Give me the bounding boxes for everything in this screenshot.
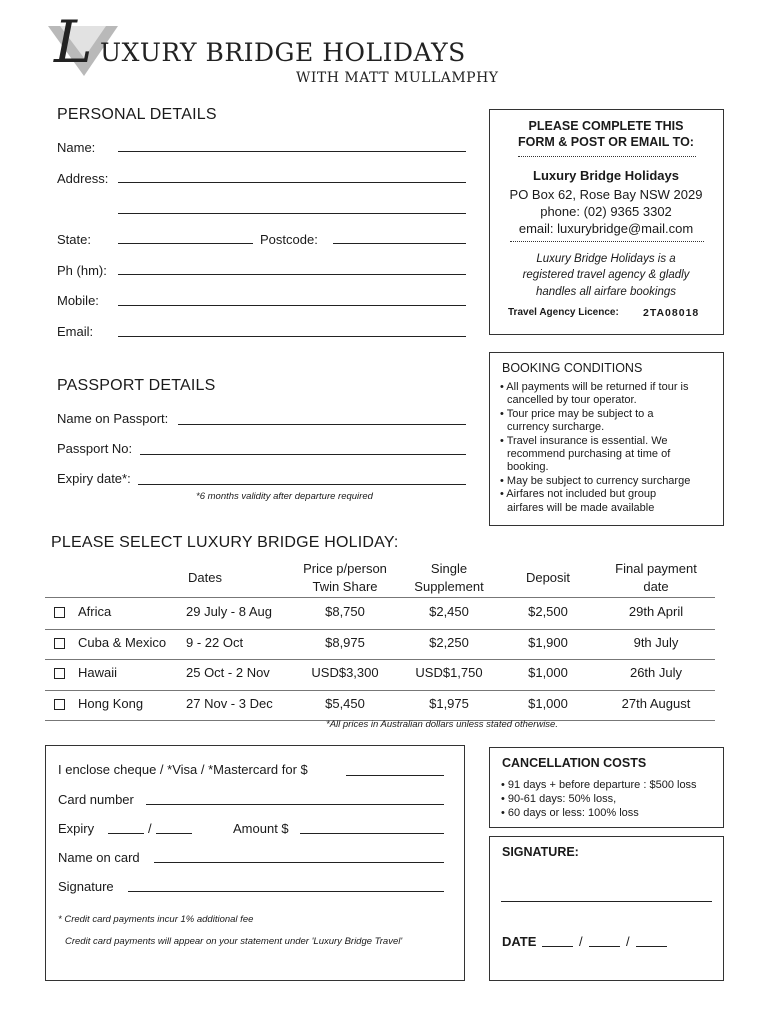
contact-email: email: luxurybridge@mail.com xyxy=(518,221,694,236)
booking-condition-line: • Tour price may be subject to a xyxy=(500,407,654,420)
booking-condition-line: currency surcharge. xyxy=(507,421,605,434)
signature-field[interactable] xyxy=(501,901,712,902)
booking-condition-line: • All payments will be returned if tour is xyxy=(500,381,689,393)
personal-details-title: PERSONAL DETAILS xyxy=(57,106,217,123)
contact-note-line2: registered travel agency & gladly xyxy=(522,269,690,281)
cancellation-title: CANCELLATION COSTS xyxy=(502,756,647,770)
dotted-divider xyxy=(510,241,704,242)
header-final-line1: Final payment xyxy=(615,561,697,576)
holiday-deposit: $1,000 xyxy=(528,665,568,680)
holiday-destination: Hong Kong xyxy=(78,695,144,711)
holiday-single-supplement: USD$1,750 xyxy=(415,665,483,680)
email-label: Email: xyxy=(57,324,94,339)
licence-number: 2TA08018 xyxy=(643,307,700,319)
holiday-checkbox[interactable] xyxy=(54,607,65,618)
header-final-line2: date xyxy=(643,579,669,594)
state-label: State: xyxy=(57,232,91,247)
contact-company: Luxury Bridge Holidays xyxy=(533,168,679,183)
holiday-dates: 29 July - 8 Aug xyxy=(186,604,272,619)
date-label: DATE xyxy=(502,934,537,949)
contact-phone: phone: (02) 9365 3302 xyxy=(540,204,672,219)
expiry-slash: / xyxy=(148,821,152,836)
header-dates: Dates xyxy=(188,570,222,585)
address-field-line2[interactable] xyxy=(118,213,466,214)
passport-number-field[interactable] xyxy=(140,454,466,455)
date-slash: / xyxy=(579,934,583,949)
holiday-deposit: $1,000 xyxy=(528,695,568,711)
holiday-destination: Hawaii xyxy=(78,665,118,680)
holiday-price: $8,975 xyxy=(325,634,365,650)
holiday-destination: Africa xyxy=(78,604,112,619)
header-deposit: Deposit xyxy=(525,570,571,585)
holiday-checkbox[interactable] xyxy=(54,638,65,649)
date-month-field[interactable] xyxy=(589,946,620,947)
booking-condition-line: • May be subject to currency surcharge xyxy=(500,474,691,487)
holiday-deposit: $2,500 xyxy=(528,604,568,619)
amount-field[interactable] xyxy=(300,833,444,834)
name-on-card-field[interactable] xyxy=(154,862,444,863)
email-field[interactable] xyxy=(118,336,466,337)
contact-note-line3: handles all airfare bookings xyxy=(535,286,676,298)
passport-number-label: Passport No: xyxy=(57,441,133,456)
address-label: Address: xyxy=(57,171,109,186)
holiday-selection-title: PLEASE SELECT LUXURY BRIDGE HOLIDAY: xyxy=(51,534,399,551)
brand-initial: L xyxy=(54,8,93,76)
phone-home-label: Ph (hm): xyxy=(57,263,107,278)
name-field[interactable] xyxy=(118,151,466,152)
name-on-card-label: Name on card xyxy=(58,850,140,865)
brand-subtitle: WITH MATT MULLAMPHY xyxy=(296,70,499,86)
contact-heading-line2: FORM & POST OR EMAIL TO: xyxy=(518,135,694,149)
holiday-checkbox[interactable] xyxy=(54,668,65,679)
contact-box xyxy=(489,109,724,335)
header-single-line1: Single xyxy=(430,561,468,576)
holiday-price: $5,450 xyxy=(325,695,365,711)
holiday-final-payment: 26th July xyxy=(629,665,683,680)
passport-name-field[interactable] xyxy=(178,424,466,425)
date-year-field[interactable] xyxy=(636,946,667,947)
holiday-single-supplement: $2,450 xyxy=(429,604,469,619)
statement-note: Credit card payments will appear on your statement under 'Luxury Bridge Travel' xyxy=(65,936,403,947)
passport-validity-note: *6 months validity after departure required xyxy=(196,491,373,502)
header-price-line2: Twin Share xyxy=(312,579,378,594)
booking-condition-line: booking. xyxy=(507,461,549,474)
card-expiry-label: Expiry xyxy=(58,821,95,836)
passport-name-label: Name on Passport: xyxy=(57,411,169,426)
holiday-price: $8,750 xyxy=(325,604,365,619)
card-number-field[interactable] xyxy=(146,804,444,805)
booking-conditions-title: BOOKING CONDITIONS xyxy=(502,361,643,375)
signature-box xyxy=(489,836,724,981)
holiday-final-payment: 29th April xyxy=(628,604,684,619)
holiday-dates: 27 Nov - 3 Dec xyxy=(186,695,273,711)
mobile-label: Mobile: xyxy=(57,293,99,308)
holiday-single-supplement: $1,975 xyxy=(429,695,469,711)
mobile-field[interactable] xyxy=(118,305,466,306)
expiry-date-label: Expiry date*: xyxy=(57,471,131,486)
contact-address: PO Box 62, Rose Bay NSW 2029 xyxy=(509,187,703,202)
card-signature-field[interactable] xyxy=(128,891,444,892)
enclose-label: I enclose cheque / *Visa / *Mastercard for $ xyxy=(58,762,308,777)
licence-label: Travel Agency Licence: xyxy=(508,307,619,318)
booking-conditions-box xyxy=(489,352,724,526)
holiday-single-supplement: $2,250 xyxy=(429,634,469,650)
booking-condition-line: cancelled by tour operator. xyxy=(507,394,637,407)
booking-condition-line: airfares will be made available xyxy=(507,501,655,514)
holiday-deposit: $1,900 xyxy=(528,634,568,650)
contact-note-line1: Luxury Bridge Holidays is a xyxy=(536,253,676,265)
brand-name: UXURY BRIDGE HOLIDAYS xyxy=(100,38,466,67)
cancellation-item: • 60 days or less: 100% loss xyxy=(501,807,639,819)
table-divider xyxy=(45,597,715,598)
phone-home-field[interactable] xyxy=(118,274,466,275)
logo xyxy=(44,8,504,90)
payment-box xyxy=(45,745,465,981)
price-currency-note: *All prices in Australian dollars unless stated otherwise. xyxy=(326,719,558,730)
name-label: Name: xyxy=(57,140,96,155)
holiday-destination: Cuba & Mexico xyxy=(78,634,167,650)
card-signature-label: Signature xyxy=(58,879,114,894)
holiday-price: USD$3,300 xyxy=(311,665,379,680)
holiday-dates: 9 - 22 Oct xyxy=(186,634,244,650)
header-price-line1: Price p/person xyxy=(303,561,387,576)
date-day-field[interactable] xyxy=(542,946,573,947)
holiday-final-payment: 9th July xyxy=(633,634,679,650)
credit-card-fee-note: * Credit card payments incur 1% additional fee xyxy=(58,914,254,925)
postcode-label: Postcode: xyxy=(260,232,318,247)
card-expiry-year-field[interactable] xyxy=(156,833,192,834)
state-field[interactable] xyxy=(118,243,253,244)
signature-title: SIGNATURE: xyxy=(502,845,579,859)
cancellation-box xyxy=(489,747,724,828)
payment-amount-field[interactable] xyxy=(346,775,444,776)
date-slash: / xyxy=(626,934,630,949)
passport-details-title: PASSPORT DETAILS xyxy=(57,377,216,394)
address-field-line1[interactable] xyxy=(118,182,466,183)
dotted-divider xyxy=(518,156,696,157)
booking-condition-line: • Travel insurance is essential. We xyxy=(500,434,668,447)
expiry-date-field[interactable] xyxy=(138,484,466,485)
contact-heading-line1: PLEASE COMPLETE THIS xyxy=(528,119,684,133)
holiday-checkbox[interactable] xyxy=(54,699,65,710)
table-row-divider xyxy=(45,629,715,630)
cancellation-item: • 90-61 days: 50% loss, xyxy=(501,793,617,805)
card-number-label: Card number xyxy=(58,792,134,807)
booking-condition-line: • Airfares not included but group xyxy=(500,488,657,501)
holiday-dates: 25 Oct - 2 Nov xyxy=(186,665,270,680)
cancellation-item: • 91 days + before departure : $500 loss xyxy=(501,779,697,791)
postcode-field[interactable] xyxy=(333,243,466,244)
booking-conditions-list xyxy=(500,381,722,515)
card-expiry-month-field[interactable] xyxy=(108,833,144,834)
table-row-divider xyxy=(45,659,715,660)
header-single-line2: Supplement xyxy=(414,579,484,594)
booking-condition-line: recommend purchasing at time of xyxy=(507,448,671,461)
holiday-final-payment: 27th August xyxy=(621,695,691,711)
table-row-divider xyxy=(45,690,715,691)
amount-label: Amount $ xyxy=(233,821,289,836)
